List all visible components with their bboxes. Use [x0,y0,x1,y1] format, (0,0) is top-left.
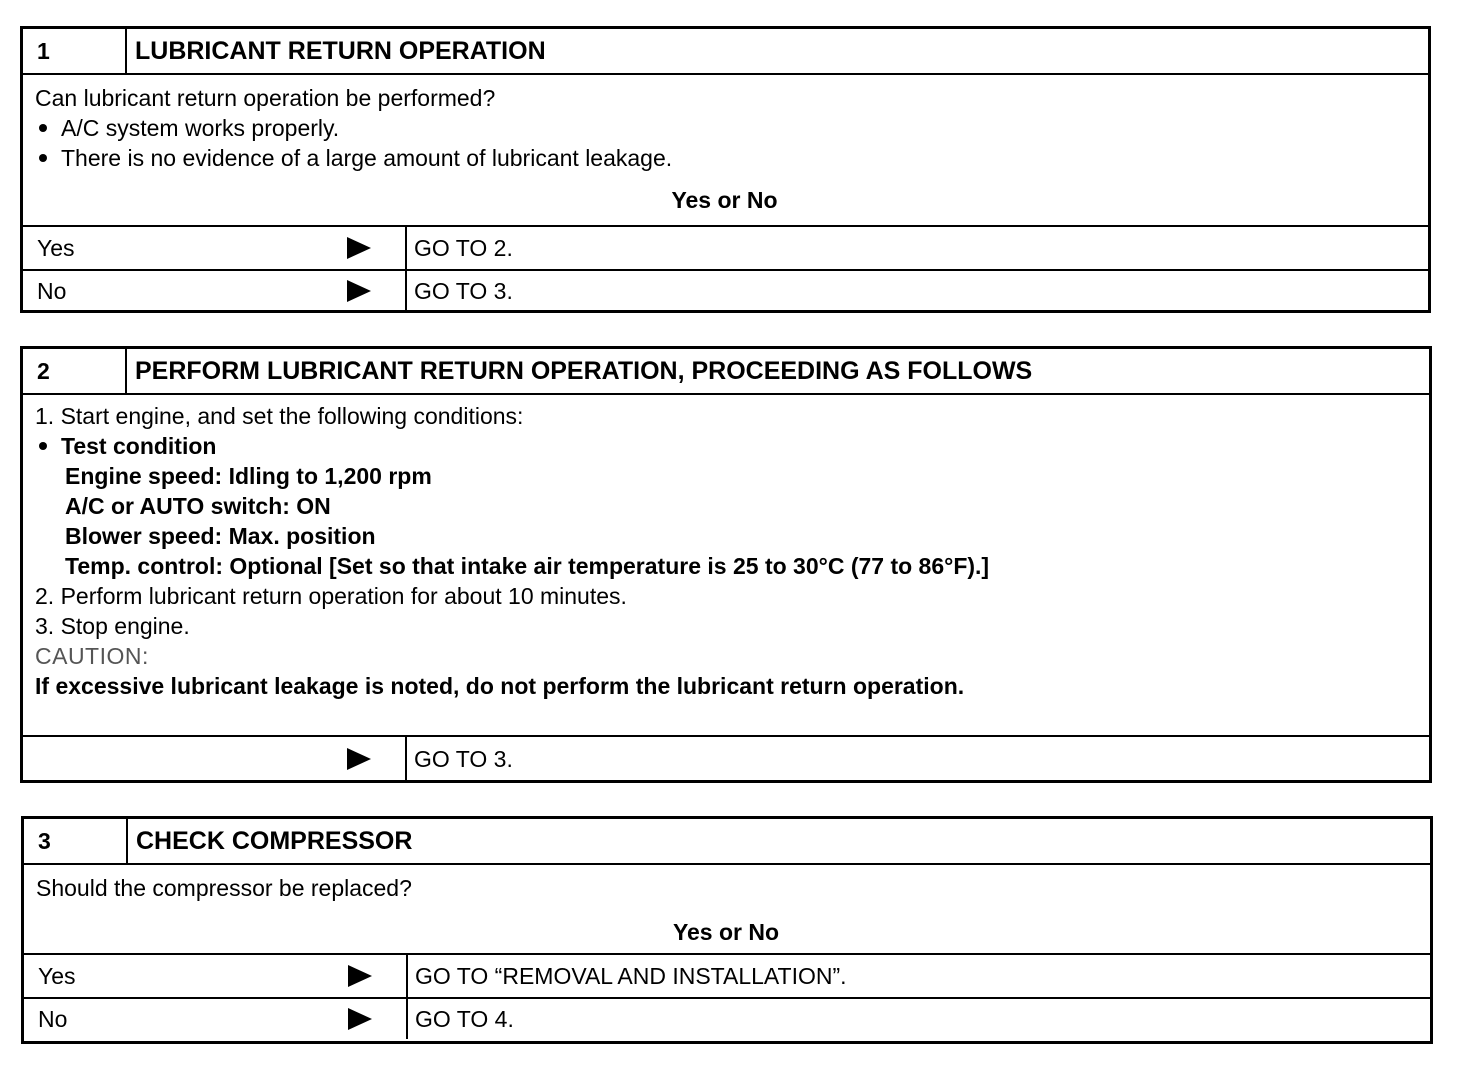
outcome-action[interactable]: GO TO 3. [414,277,513,304]
outcome-row-yes [23,227,1428,269]
step-header [23,29,1428,75]
condition-item: Engine speed: Idling to 1,200 rpm [65,463,432,489]
step-header [23,349,1429,395]
condition-item: A/C or AUTO switch: ON [65,493,331,519]
arrow-right-icon [347,237,371,259]
yes-or-no-label: Yes or No [672,919,780,945]
bullet-item: A/C system works properly. [35,113,1414,143]
question-text: Can lubricant return operation be performed? [35,85,496,111]
caution-text: If excessive lubricant leakage is noted, do not perform the lubricant return operation. [35,673,965,699]
outcome-row-yes [24,955,1430,997]
outcome-answer-cell [23,227,407,269]
answer-label: No [37,277,67,304]
outcome-action[interactable]: GO TO “REMOVAL AND INSTALLATION”. [415,962,847,989]
step-body [24,865,1430,955]
yes-or-no-label: Yes or No [671,187,778,213]
step-1 [20,26,1431,313]
answer-label: Yes [37,234,75,261]
step-title: PERFORM LUBRICANT RETURN OPERATION, PROCEEDING AS FOLLOWS [135,356,1033,385]
step-body [23,395,1429,737]
condition-item: Blower speed: Max. position [65,523,376,549]
procedure-item-3: 3. Stop engine. [35,613,190,639]
outcome-answer-cell [24,955,408,997]
step-header [24,819,1430,865]
bullet-icon [39,124,47,132]
outcome-row [23,737,1429,781]
bullet-icon [39,154,47,162]
outcome-action[interactable]: GO TO 4. [415,1005,514,1032]
outcome-answer-cell [23,737,407,781]
arrow-right-icon [347,280,371,302]
test-condition-heading: Test condition [35,431,1415,461]
answer-label: No [38,1005,68,1032]
procedure-item-1: 1. Start engine, and set the following conditions: [35,403,524,429]
caution-label: CAUTION: [35,643,149,669]
procedure-item-2: 2. Perform lubricant return operation for about 10 minutes. [35,583,627,609]
outcome-answer-cell [24,999,408,1039]
answer-label: Yes [38,962,76,989]
outcome-action[interactable]: GO TO 2. [414,234,513,261]
step-title: LUBRICANT RETURN OPERATION [135,36,546,65]
arrow-right-icon [347,748,371,770]
outcome-row-no [23,269,1428,311]
step-number: 3 [24,819,128,863]
bullet-icon [39,442,47,450]
step-3 [21,816,1433,1044]
step-2 [20,346,1432,783]
arrow-right-icon [348,965,372,987]
step-number: 2 [23,349,127,393]
bullet-item: There is no evidence of a large amount of lubricant leakage. [35,143,1414,173]
question-text: Should the compressor be replaced? [36,875,412,901]
arrow-right-icon [348,1008,372,1030]
outcome-row-no [24,997,1430,1039]
step-title: CHECK COMPRESSOR [136,826,413,855]
step-number: 1 [23,29,127,73]
step-body [23,75,1428,227]
outcome-answer-cell [23,271,407,311]
outcome-action[interactable]: GO TO 3. [414,745,513,772]
condition-item: Temp. control: Optional [Set so that intake air temperature is 25 to 30°C (77 to 86°F).] [65,553,990,579]
